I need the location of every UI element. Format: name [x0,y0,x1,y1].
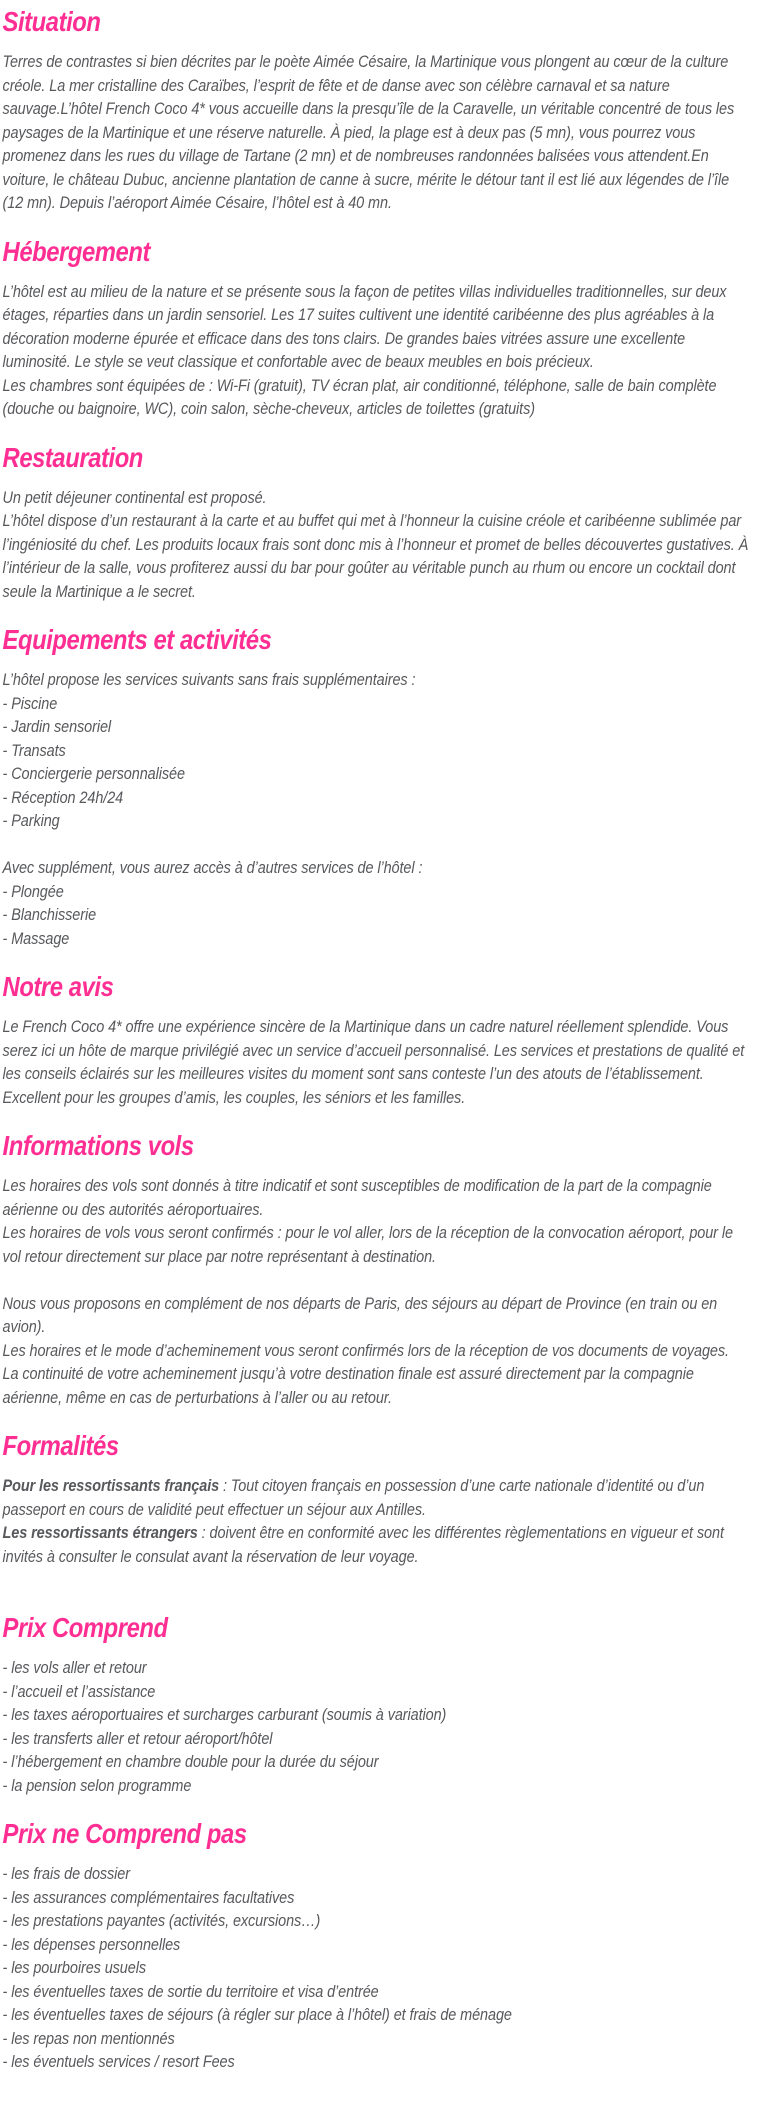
situation-paragraph: Terres de contrastes si bien décrites par le poète Aimée Césaire, la Martinique vous plongent au cœur de la culture créole. La mer cristalline des Caraïbes, l’esprit de fête et de danse avec son célèbre carnaval et sa nature sauvage.L’hôtel French Coco 4* vous accueille dans la presqu’île de la Caravelle, un véritable concentré de tous les paysages de la Martinique et une réserve naturelle. À pied, la plage est à deux pas (5 mn), vous pourrez vous promenez dans les rues du village de Tartane (2 mn) et de nombreuses randonnées balisées vous attendent.En voiture, le château Dubuc, ancienne plantation de canne à sucre, mérite le détour tant il est lié aux légendes de l’île (12 mn). Depuis l’aéroport Aimée Césaire, l’hôtel est à 40 mn. [2,52,735,212]
section-notre-avis [3,967,754,1109]
list-item: - les éventuelles taxes de sortie du territoire et visa d’entrée [2,1981,379,2001]
list-item: - Réception 24h/24 [2,787,124,807]
list-item: - Plongée [2,881,64,901]
list-item: - les éventuelles taxes de séjours (à régler sur place à l’hôtel) et frais de ménage [2,2005,512,2024]
list-item: - la pension selon programme [2,1775,192,1795]
list-item: - les transferts aller et retour aéroport/hôtel [2,1728,273,1748]
list-item: - l’accueil et l’assistance [2,1681,156,1701]
section-title-restauration: Restauration [2,441,143,473]
formalites-entry [3,1521,754,1568]
section-title-prix-ne-comprend-pas: Prix ne Comprend pas [2,1818,247,1849]
list-item: - Jardin sensoriel [2,717,112,736]
formalites-entry-label: Les ressortissants étrangers [2,1523,198,1542]
formalites-entry [3,1474,754,1521]
list-item: - Parking [2,811,60,830]
section-restauration [3,438,754,604]
list-item: - les éventuels services / resort Fees [2,2052,235,2071]
formalites-entry-label: Pour les ressortissants français [2,1476,220,1495]
section-title-hebergement: Hébergement [2,235,150,267]
restauration-paragraph: Un petit déjeuner continental est proposé. [2,487,267,507]
informations-vols-paragraph: Nous vous proposons en complément de nos départs de Paris, des séjours au départ de Province (en train ou en avion). [2,1293,718,1336]
section-equipements [3,620,754,950]
section-title-equipements: Equipements et activités [2,624,272,655]
list-item: - les dépenses personnelles [2,1934,181,1954]
section-title-prix-comprend: Prix Comprend [2,1612,168,1643]
section-title-formalites: Formalités [2,1430,119,1461]
hebergement-paragraph: L’hôtel est au milieu de la nature et se présente sous la façon de petites villas individuelles traditionnelles, sur deux étages, réparties dans un jardin sensoriel. Les 17 suites cultivent une identité caribéenne des plus agréables à la décoration moderne épurée et efficace dans des tons clairs. De grandes baies vitrées assure une excellente luminosité. Le style se veut classique et confortable avec de beaux meubles en bois précieux. [2,281,727,371]
list-item: - les prestations payantes (activités, excursions…) [2,1911,321,1930]
list-item: - les pourboires usuels [2,1958,146,1977]
hebergement-paragraph: Les chambres sont équipées de : Wi-Fi (gratuit), TV écran plat, air conditionné, téléphone, salle de bain complète (douche ou baignoire, WC), coin salon, sèche-cheveux, articles de toilettes (gratuits) [2,375,717,418]
informations-vols-paragraph: Les horaires des vols sont donnés à titre indicatif et sont susceptibles de modification de la part de la compagnie aérienne ou des autorités aéroportuaires. [2,1176,712,1219]
informations-vols-paragraph: Les horaires de vols vous seront confirmés : pour le vol aller, lors de la réception de la convocation aéroport, pour le vol retour directement sur place par notre représentant à destination. [2,1223,733,1266]
list-item: - l’hébergement en chambre double pour la durée du séjour [2,1752,379,1771]
section-situation [3,2,754,215]
section-prix-ne-comprend-pas [3,1814,754,2074]
list-item: - les assurances complémentaires facultatives [2,1887,295,1907]
section-hebergement [3,232,754,421]
list-item: - Blanchisserie [2,905,97,924]
informations-vols-paragraph: Les horaires et le mode d’acheminement vous seront confirmés lors de la réception de vos documents de voyages. [2,1340,729,1360]
list-item: - Transats [2,740,66,760]
section-prix-comprend [3,1608,754,1797]
section-title-situation: Situation [2,6,101,37]
equipements-supplement-intro: Avec supplément, vous aurez accès à d’autres services de l’hôtel : [2,858,423,877]
list-item: - les repas non mentionnés [2,2028,175,2048]
informations-vols-paragraph: La continuité de votre acheminement jusqu’à votre destination finale est assuré directement par la compagnie aérienne, même en cas de perturbations à l’aller ou au retour. [2,1364,694,1407]
list-item: - Piscine [2,693,58,713]
formalites-entry-text: : doivent être en conformité avec les différentes règlementations en vigueur et sont invités à consulter le consulat avant la réservation de leur voyage. [2,1523,724,1566]
section-formalites [3,1426,754,1568]
list-item: - les frais de dossier [2,1864,130,1883]
section-title-notre-avis: Notre avis [2,971,114,1002]
restauration-paragraph: L’hôtel dispose d’un restaurant à la carte et au buffet qui met à l’honneur la cuisine créole et caribéenne sublimée par l’ingéniosité du chef. Les produits locaux frais sont donc mis à l’honneur et promet de belles découvertes gustatives. À l’intérieur de la salle, vous profiterez aussi du bar pour goûter au véritable punch au rhum ou encore un cocktail dont seule la Martinique a le secret. [2,511,749,601]
equipements-intro: L’hôtel propose les services suivants sans frais supplémentaires : [2,670,416,689]
section-informations-vols [3,1126,754,1409]
formalites-entry-text: : Tout citoyen français en possession d’une carte nationale d’identité ou d’un passeport en cours de validité peut effectuer un séjour aux Antilles. [2,1476,705,1519]
section-title-informations-vols: Informations vols [2,1130,194,1161]
list-item: - les vols aller et retour [2,1658,147,1677]
list-item: - Conciergerie personnalisée [2,764,185,783]
list-item: - les taxes aéroportuaires et surcharges carburant (soumis à variation) [2,1705,447,1724]
list-item: - Massage [2,928,70,948]
notre-avis-paragraph: Le French Coco 4* offre une expérience sincère de la Martinique dans un cadre naturel réellement splendide. Vous serez ici un hôte de marque privilégié avec un service d’accueil personnalisé. Les services et prestations de qualité et les conseils éclairés sur les meilleures visites du moment sont sans conteste l’un des atouts de l’établissement. Excellent pour les groupes d’amis, les couples, les séniors et les familles. [2,1017,745,1107]
